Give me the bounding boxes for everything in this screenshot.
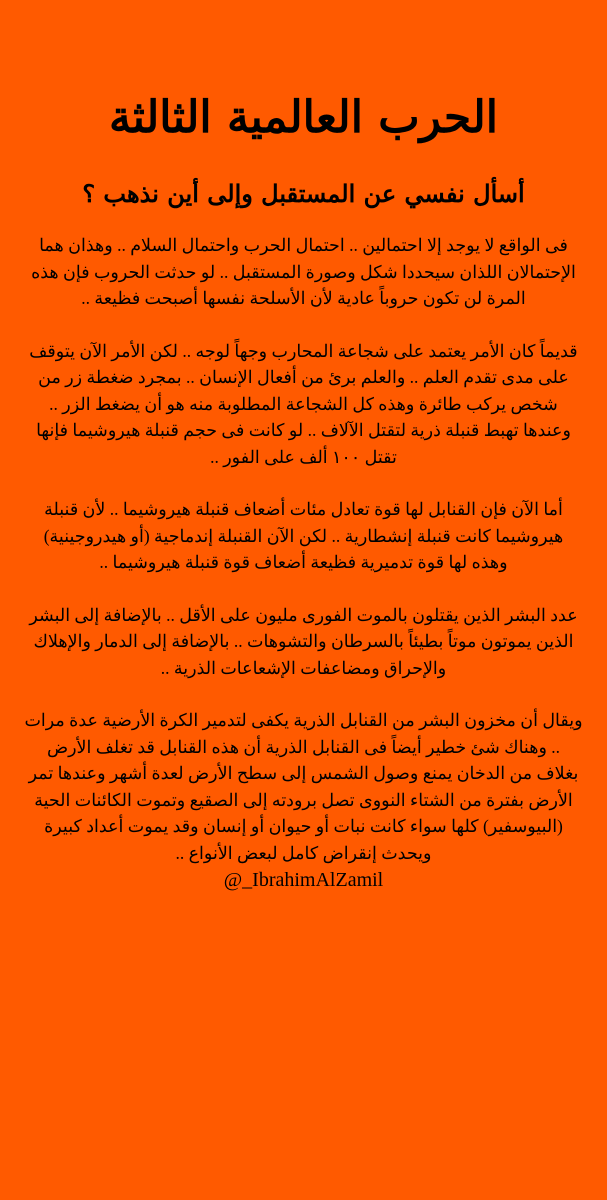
paragraph-1: فى الواقع لا يوجد إلا احتمالين .. احتمال الحرب واحتمال السلام .. وهذان هما الإحتمالان اللذان سيحددا شكل وصورة المستقبل .. لو حدثت الحروب فإن هذه المرة لن تكون حروباً عادية لأن الأسلحة نفسها أصبحت فظيعة .. [31, 235, 576, 308]
page-subtitle: أسأل نفسي عن المستقبل وإلى أين نذهب ؟ [82, 179, 525, 208]
paragraph-5: ويقال أن مخزون البشر من القنابل الذرية يكفى لتدمير الكرة الأرضية عدة مرات .. وهناك شئ خطير أيضاً فى القنابل الذرية أن هذه القنابل قد تغلف الأرض بغلاف من الدخان يمنع وصول الشمس إلى سطح الأرض لعدة أشهر وعندها تمر الأرض بفترة من الشتاء النووى تصل برودته إلى الصقيع وتموت الكائنات الحية (البيوسفير) كلها سواء كانت نبات أو حيوان أو إنسان وقد يموت أعداد كبيرة ويحدث إنقراض كامل لبعض الأنواع .. [24, 710, 583, 863]
paragraph-4: عدد البشر الذين يقتلون بالموت الفورى مليون على الأقل .. بالإضافة إلى البشر الذين يموتون موتاً بطيئاً بالسرطان والتشوهات .. بالإضافة إلى الدمار والإهلاك والإحراق ومضاعفات الإشعاعات الذرية .. [29, 604, 578, 678]
paragraph-3: أما الآن فإن القنابل لها قوة تعادل مئات أضعاف قنبلة هيروشيما .. لأن قنبلة هيروشيما كانت قنبلة إنشطارية .. لكن الآن القنبلة إندماجية (أو هيدروجينية) وهذه لها قوة تدميرية فظيعة أضعاف قوة قنبلة هيروشيما .. [43, 499, 564, 572]
article-body [24, 232, 583, 894]
paragraph-2: قديماً كان الأمر يعتمد على شجاعة المحارب وجهاً لوجه .. لكن الأمر الآن يتوقف على مدى تقدم العلم .. والعلم برئ من أفعال الإنسان .. بمجرد ضغطة زر من شخص يركب طائرة وهذه كل الشجاعة المطلوبة منه هو أن يضغط الزر .. وعندها تهبط قنبلة ذرية لتقتل الآلاف .. لو كانت فى حجم قنبلة هيروشيما فإنها تقتل ١٠٠ ألف على الفور .. [29, 340, 578, 467]
page-title: الحرب العالمية الثالثة [109, 92, 498, 143]
author-handle: @_IbrahimAlZamil [223, 869, 384, 891]
